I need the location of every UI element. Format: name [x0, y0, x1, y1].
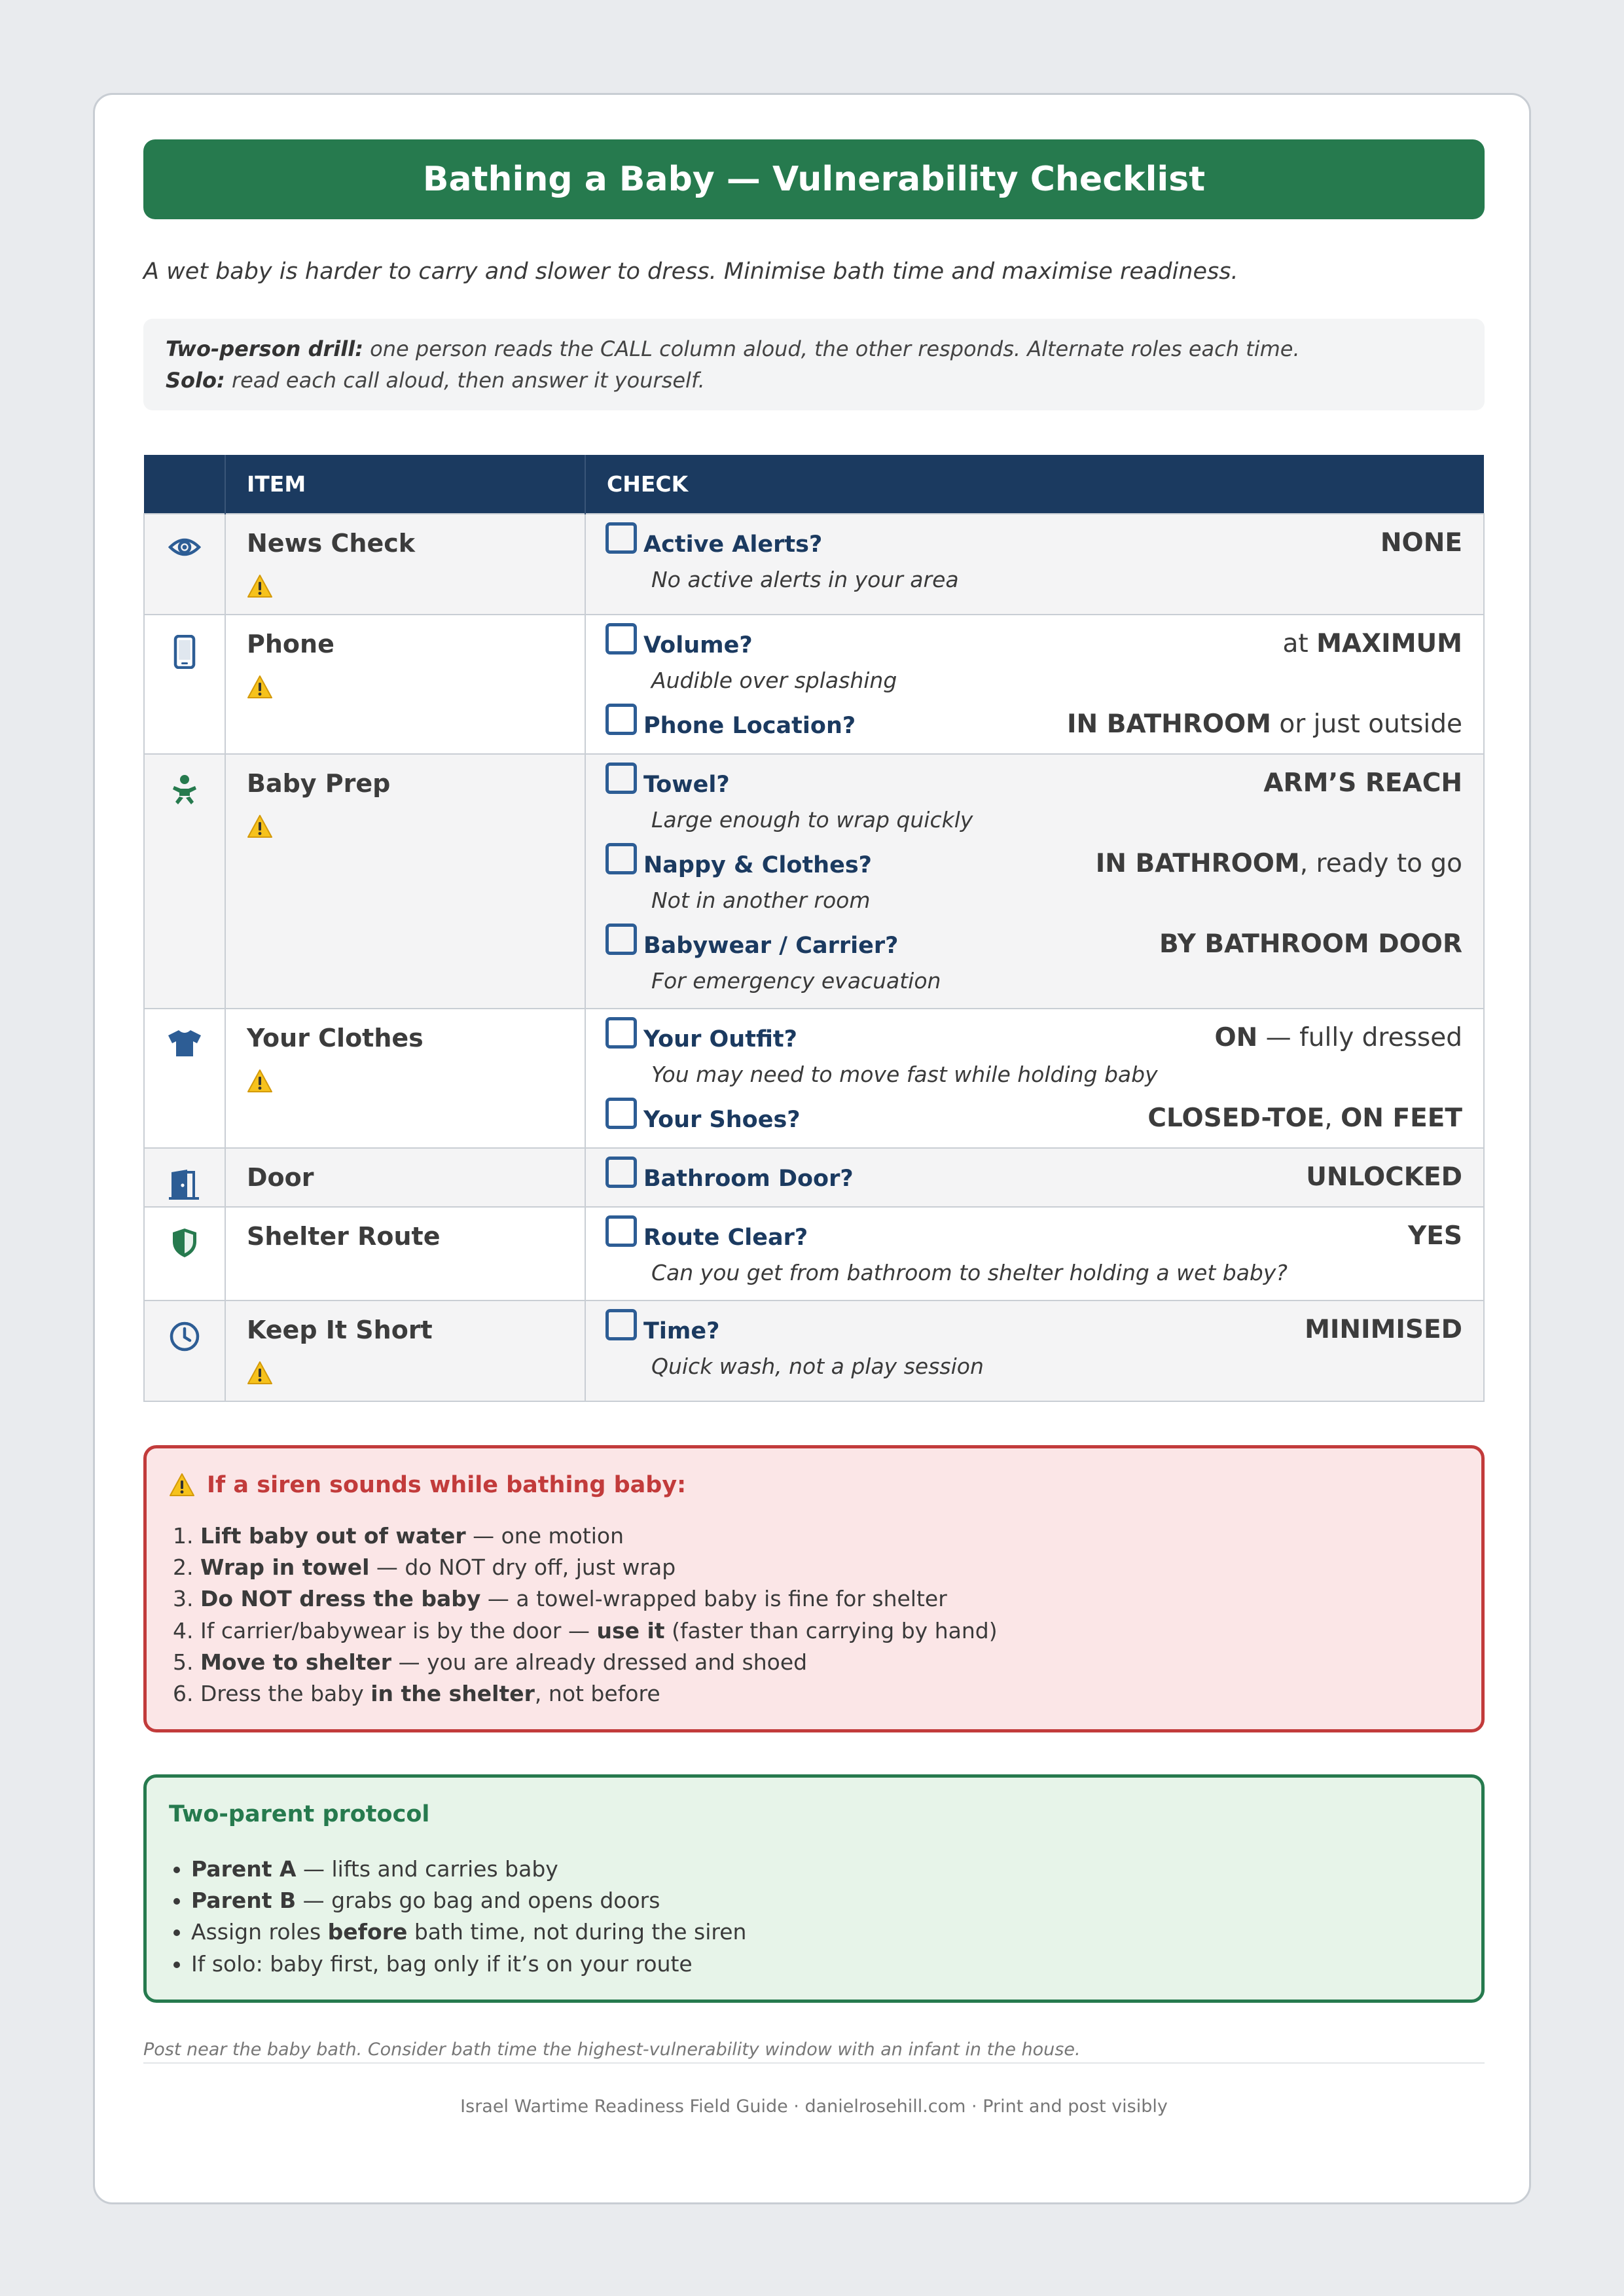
check-item — [605, 627, 1462, 693]
warning-icon — [247, 1068, 273, 1094]
checkbox[interactable] — [605, 843, 637, 874]
check-question: Your Outfit? — [643, 1026, 797, 1052]
answer-value: MAXIMUM — [1316, 629, 1462, 658]
checkbox[interactable] — [605, 522, 637, 554]
check-note: No active alerts in your area — [651, 567, 959, 592]
check-question: Phone Location? — [643, 713, 856, 739]
row-check-cell — [585, 514, 1484, 615]
check-question: Volume? — [643, 632, 753, 658]
step-bold: use it — [596, 1617, 665, 1643]
footer: Israel Wartime Readiness Field Guide · danielrosehill.com · Print and post visibly — [460, 2096, 1168, 2117]
header-item: ITEM — [225, 455, 585, 514]
siren-alert-title — [169, 1472, 1459, 1498]
answer-prefix: at — [1282, 629, 1317, 658]
item-name: News Check — [247, 529, 416, 558]
item-prefix: If solo: baby first, bag only if it’s on your route — [191, 1950, 693, 1977]
check-item — [605, 1219, 1462, 1285]
row-item-cell — [225, 514, 585, 615]
check-item — [605, 847, 1462, 913]
item-text: — grabs go bag and opens doors — [296, 1888, 660, 1914]
baby-icon — [171, 796, 198, 808]
answer-value-2: ON FEET — [1341, 1103, 1462, 1133]
row-item-cell — [225, 1009, 585, 1148]
list-item — [191, 1885, 1459, 1916]
checklist-table — [143, 455, 1485, 1402]
step-text: — you are already dressed and shoed — [391, 1649, 808, 1675]
check-answer — [1263, 768, 1462, 798]
warning-icon — [247, 814, 273, 840]
item-name: Phone — [247, 630, 334, 658]
step-text: — one motion — [465, 1523, 624, 1549]
item-text: bath time, not during the siren — [407, 1919, 747, 1945]
header-icon — [144, 455, 225, 514]
item-text: — lifts and carries baby — [296, 1856, 558, 1882]
answer-value: IN BATHROOM — [1095, 849, 1300, 878]
check-answer — [1096, 849, 1462, 878]
siren-title-text: If a siren sounds while bathing baby: — [207, 1472, 687, 1498]
check-question: Your Shoes? — [643, 1107, 801, 1133]
list-item — [200, 1520, 1459, 1552]
checkbox[interactable] — [605, 1215, 637, 1247]
check-note: Audible over splashing — [651, 668, 897, 693]
step-text: (faster than carrying by hand) — [664, 1617, 998, 1643]
check-answer — [1305, 1315, 1462, 1344]
check-note: Large enough to wrap quickly — [651, 807, 973, 833]
solo-text: read each call aloud, then answer it yourself. — [225, 368, 705, 393]
door-icon — [168, 1190, 202, 1202]
answer-suffix: , — [1324, 1103, 1341, 1133]
warning-icon — [247, 1360, 273, 1386]
footnote: Post near the baby bath. Consider bath time the highest-vulnerability window with an infant in the house. — [143, 2039, 1485, 2064]
warning-icon — [247, 573, 273, 600]
warning-icon — [247, 674, 273, 700]
header-check: CHECK — [585, 455, 1484, 514]
checkbox[interactable] — [605, 1017, 637, 1049]
answer-value: YES — [1408, 1221, 1462, 1251]
check-question: Route Clear? — [643, 1225, 808, 1251]
row-icon-cell — [144, 1148, 225, 1207]
row-check-cell — [585, 1300, 1484, 1401]
siren-alert-box — [143, 1445, 1485, 1732]
row-icon-cell — [144, 754, 225, 1009]
check-answer — [1214, 1023, 1462, 1052]
list-item — [200, 1615, 1459, 1647]
check-question: Time? — [643, 1318, 720, 1344]
row-check-cell — [585, 1009, 1484, 1148]
row-item-cell — [225, 754, 585, 1009]
check-note: For emergency evacuation — [651, 968, 941, 994]
table-row — [144, 615, 1484, 754]
item-name: Keep It Short — [247, 1316, 433, 1344]
step-prefix: Dress the baby — [200, 1680, 371, 1706]
check-question: Towel? — [643, 772, 730, 798]
step-bold: Do NOT dress the baby — [200, 1586, 481, 1612]
item-name: Door — [247, 1163, 314, 1192]
two-parent-protocol-box — [143, 1774, 1485, 2003]
check-question: Active Alerts? — [643, 531, 823, 558]
answer-value: ON — [1214, 1023, 1258, 1052]
protocol-title: Two-parent protocol — [169, 1801, 430, 1828]
table-row — [144, 514, 1484, 615]
row-icon-cell — [144, 1300, 225, 1401]
check-answer — [1067, 709, 1462, 739]
row-icon-cell — [144, 1207, 225, 1300]
drill-label: Two-person drill: — [166, 336, 363, 361]
table-row — [144, 1009, 1484, 1148]
table-row — [144, 754, 1484, 1009]
table-row — [144, 1207, 1484, 1300]
check-item — [605, 1102, 1462, 1133]
check-item — [605, 1313, 1462, 1379]
answer-suffix: or just outside — [1271, 709, 1462, 739]
table-row — [144, 1148, 1484, 1207]
checkbox[interactable] — [605, 924, 637, 955]
checklist-page — [93, 93, 1531, 2204]
step-bold: Lift baby out of water — [200, 1523, 466, 1549]
step-bold: in the shelter — [370, 1680, 535, 1706]
check-item — [605, 708, 1462, 739]
list-item — [191, 1948, 1459, 1980]
check-note: Quick wash, not a play session — [651, 1354, 984, 1379]
item-bold: Parent A — [191, 1856, 297, 1882]
siren-steps-list — [169, 1520, 1459, 1710]
check-item — [605, 526, 1462, 592]
item-bold: before — [327, 1919, 408, 1945]
answer-suffix: — fully dressed — [1257, 1023, 1462, 1052]
row-icon-cell — [144, 514, 225, 615]
item-name: Your Clothes — [247, 1024, 424, 1052]
check-answer — [1306, 1162, 1462, 1192]
row-check-cell — [585, 754, 1484, 1009]
clock-icon — [169, 1342, 200, 1355]
shirt-icon — [167, 1048, 202, 1060]
item-name: Shelter Route — [247, 1222, 441, 1251]
row-check-cell — [585, 615, 1484, 754]
checkbox[interactable] — [605, 1309, 637, 1340]
check-note: Can you get from bathroom to shelter holding a wet baby? — [651, 1260, 1288, 1285]
list-item — [200, 1678, 1459, 1710]
table-row — [144, 1300, 1484, 1401]
answer-value: BY BATHROOM DOOR — [1159, 929, 1462, 959]
step-bold: Move to shelter — [200, 1649, 392, 1675]
list-item — [200, 1583, 1459, 1615]
answer-value: UNLOCKED — [1306, 1162, 1462, 1192]
check-answer — [1159, 929, 1462, 959]
list-item — [200, 1647, 1459, 1678]
check-note: You may need to move fast while holding baby — [651, 1062, 1158, 1087]
answer-value: ARM’S REACH — [1263, 768, 1462, 798]
check-answer — [1283, 629, 1462, 658]
page-title: Bathing a Baby — Vulnerability Checklist — [143, 139, 1485, 219]
answer-suffix: , ready to go — [1299, 849, 1462, 878]
row-item-cell — [225, 1148, 585, 1207]
checkbox[interactable] — [605, 762, 637, 794]
answer-value: CLOSED-TOE — [1147, 1103, 1325, 1133]
answer-value: MINIMISED — [1305, 1315, 1462, 1344]
eye-icon — [168, 550, 201, 563]
checkbox[interactable] — [605, 704, 637, 735]
row-check-cell — [585, 1148, 1484, 1207]
table-header-row — [144, 455, 1484, 514]
answer-value: IN BATHROOM — [1066, 709, 1271, 739]
check-question: Babywear / Carrier? — [643, 933, 899, 959]
page-content — [143, 139, 1485, 2117]
check-item — [605, 927, 1462, 994]
check-question: Nappy & Clothes? — [643, 852, 872, 878]
solo-label: Solo: — [166, 368, 225, 393]
drill-instructions — [143, 319, 1485, 410]
item-name: Baby Prep — [247, 769, 391, 798]
row-item-cell — [225, 1207, 585, 1300]
checkbox[interactable] — [605, 1157, 637, 1188]
row-icon-cell — [144, 1009, 225, 1148]
list-item — [200, 1552, 1459, 1583]
item-prefix: Assign roles — [191, 1919, 328, 1945]
list-item — [191, 1916, 1459, 1948]
check-note: Not in another room — [651, 888, 871, 913]
step-text: — do NOT dry off, just wrap — [369, 1554, 676, 1581]
shield-icon — [171, 1249, 198, 1261]
check-item — [605, 1021, 1462, 1087]
intro-text: A wet baby is harder to carry and slower to dress. Minimise bath time and maximise readiness. — [143, 259, 1238, 285]
phone-icon — [173, 659, 196, 672]
check-answer — [1380, 528, 1462, 558]
checkbox[interactable] — [605, 623, 637, 655]
list-item — [191, 1854, 1459, 1885]
step-text: — a towel-wrapped baby is fine for shelter — [480, 1586, 947, 1612]
warning-icon — [169, 1473, 195, 1498]
protocol-list — [169, 1854, 1459, 1980]
drill-text: one person reads the CALL column aloud, the other responds. Alternate roles each time. — [363, 336, 1300, 361]
step-prefix: If carrier/babywear is by the door — — [200, 1617, 597, 1643]
answer-value: NONE — [1380, 528, 1462, 558]
check-answer — [1408, 1221, 1462, 1251]
item-bold: Parent B — [191, 1888, 297, 1914]
check-item — [605, 1160, 1462, 1192]
step-text: , not before — [534, 1680, 660, 1706]
check-item — [605, 766, 1462, 833]
checkbox[interactable] — [605, 1098, 637, 1129]
row-icon-cell — [144, 615, 225, 754]
row-item-cell — [225, 1300, 585, 1401]
check-question: Bathroom Door? — [643, 1166, 854, 1192]
row-check-cell — [585, 1207, 1484, 1300]
check-answer — [1147, 1103, 1462, 1133]
step-bold: Wrap in towel — [200, 1554, 370, 1581]
row-item-cell — [225, 615, 585, 754]
